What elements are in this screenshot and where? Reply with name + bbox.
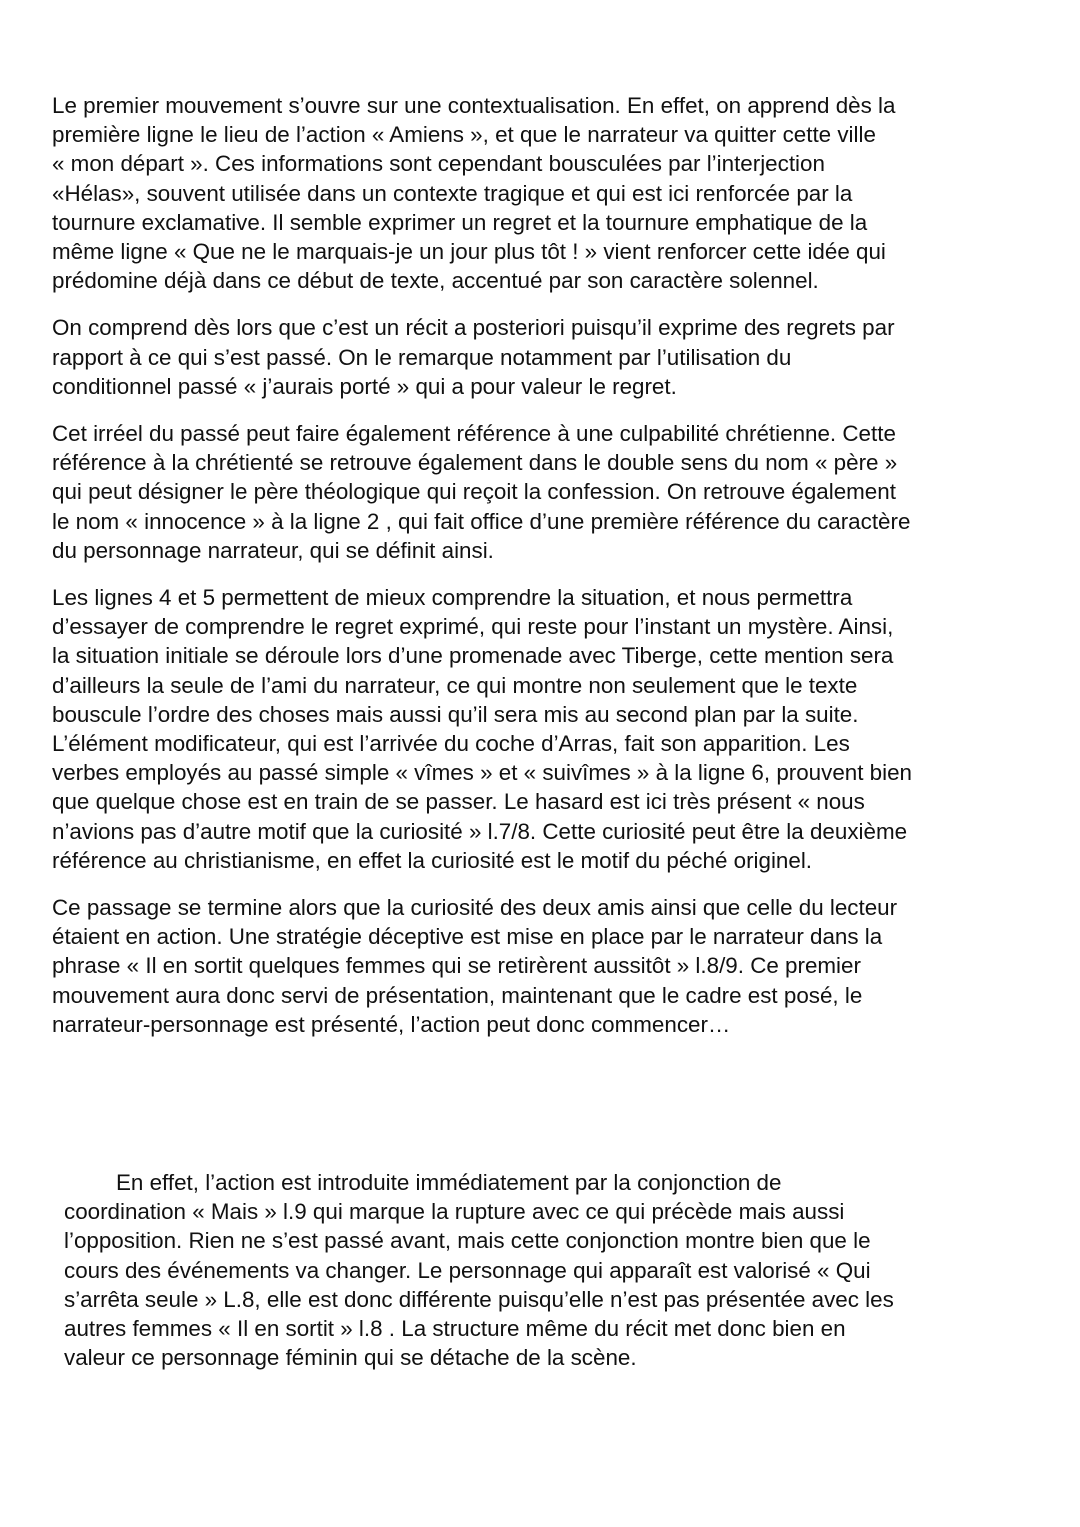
text-line: l’opposition. Rien ne s’est passé avant, mais cette conjonction montre bien que le (64, 1228, 871, 1254)
text-line: tournure exclamative. Il semble exprimer un regret et la tournure emphatique de la (52, 209, 868, 235)
text-line: du personnage narrateur, qui se définit ainsi. (52, 537, 494, 563)
paragraph (52, 313, 1042, 401)
text-line: mouvement aura donc servi de présentation, maintenant que le cadre est posé, le (52, 982, 863, 1008)
text-line: Les lignes 4 et 5 permettent de mieux comprendre la situation, et nous permettra (52, 585, 853, 611)
text-line: la situation initiale se déroule lors d’une promenade avec Tiberge, cette mention sera (52, 643, 894, 669)
text-line: autres femmes « Il en sortit » l.8 . La structure même du récit met donc bien en (64, 1316, 846, 1342)
text-line: conditionnel passé « j’aurais porté » qui a pour valeur le regret. (52, 373, 677, 399)
text-line: référence à la chrétienté se retrouve également dans le double sens du nom « père » (52, 450, 898, 476)
text-line: phrase « Il en sortit quelques femmes qui se retirèrent aussitôt » l.8/9. Ce premier (52, 953, 861, 979)
text-line: référence au christianisme, en effet la curiosité est le motif du péché originel. (52, 847, 813, 873)
text-line: narrateur-personnage est présenté, l’action peut donc commencer… (52, 1011, 731, 1037)
text-line: Cet irréel du passé peut faire également référence à une culpabilité chrétienne. Cette (52, 421, 896, 447)
text-line: «Hélas», souvent utilisée dans un contexte tragique et qui est ici renforcée par la (52, 180, 853, 206)
text-line: d’essayer de comprendre le regret exprimé, qui reste pour l’instant un mystère. Ainsi, (52, 614, 894, 640)
text-line: On comprend dès lors que c’est un récit a posteriori puisqu’il exprime des regrets par (52, 315, 895, 341)
paragraph (52, 419, 1042, 565)
text-line: coordination « Mais » l.9 qui marque la rupture avec ce qui précède mais aussi (64, 1199, 845, 1225)
text-line: s’arrêta seule » L.8, elle est donc différente puisqu’elle n’est pas présentée avec les (64, 1286, 894, 1312)
document-body (52, 91, 1042, 1057)
text-line: Ce passage se termine alors que la curiosité des deux amis ainsi que celle du lecteur (52, 895, 898, 921)
text-line: le nom « innocence » à la ligne 2 , qui fait office d’une première référence du caractère (52, 508, 911, 534)
text-line: cours des événements va changer. Le personnage qui apparaît est valorisé « Qui (64, 1257, 871, 1283)
text-line: bouscule l’ordre des choses mais aussi qu’il sera mis au second plan par la suite. (52, 701, 859, 727)
text-line: rapport à ce qui s’est passé. On le remarque notamment par l’utilisation du (52, 344, 792, 370)
text-line: « mon départ ». Ces informations sont cependant bousculées par l’interjection (52, 151, 825, 177)
text-line: même ligne « Que ne le marquais-je un jour plus tôt ! » vient renforcer cette idée qui (52, 239, 886, 265)
text-line: qui peut désigner le père théologique qui reçoit la confession. On retrouve également (52, 479, 896, 505)
text-line: d’ailleurs la seule de l’ami du narrateur, ce qui montre non seulement que le texte (52, 672, 858, 698)
second-section (64, 1168, 1054, 1372)
text-line: première ligne le lieu de l’action « Amiens », et que le narrateur va quitter cette ville (52, 122, 876, 148)
text-line: En effet, l’action est introduite immédiatement par la conjonction de (116, 1170, 782, 1195)
text-line: Le premier mouvement s’ouvre sur une contextualisation. En effet, on apprend dès la (52, 93, 896, 118)
text-line: L’élément modificateur, qui est l’arrivée du coche d’Arras, fait son apparition. Les (52, 731, 850, 757)
text-line: prédomine déjà dans ce début de texte, accentué par son caractère solennel. (52, 268, 819, 294)
paragraph (52, 91, 1042, 295)
paragraph (52, 893, 1042, 1039)
text-line: étaient en action. Une stratégie déceptive est mise en place par le narrateur dans la (52, 924, 883, 950)
text-line: n’avions pas d’autre motif que la curiosité » l.7/8. Cette curiosité peut être la deuxième (52, 818, 908, 844)
text-line: valeur ce personnage féminin qui se détache de la scène. (64, 1345, 637, 1371)
text-line: verbes employés au passé simple « vîmes » et « suivîmes » à la ligne 6, prouvent bien (52, 760, 913, 786)
paragraph (52, 583, 1042, 875)
text-line: que quelque chose est en train de se passer. Le hasard est ici très présent « nous (52, 789, 865, 815)
